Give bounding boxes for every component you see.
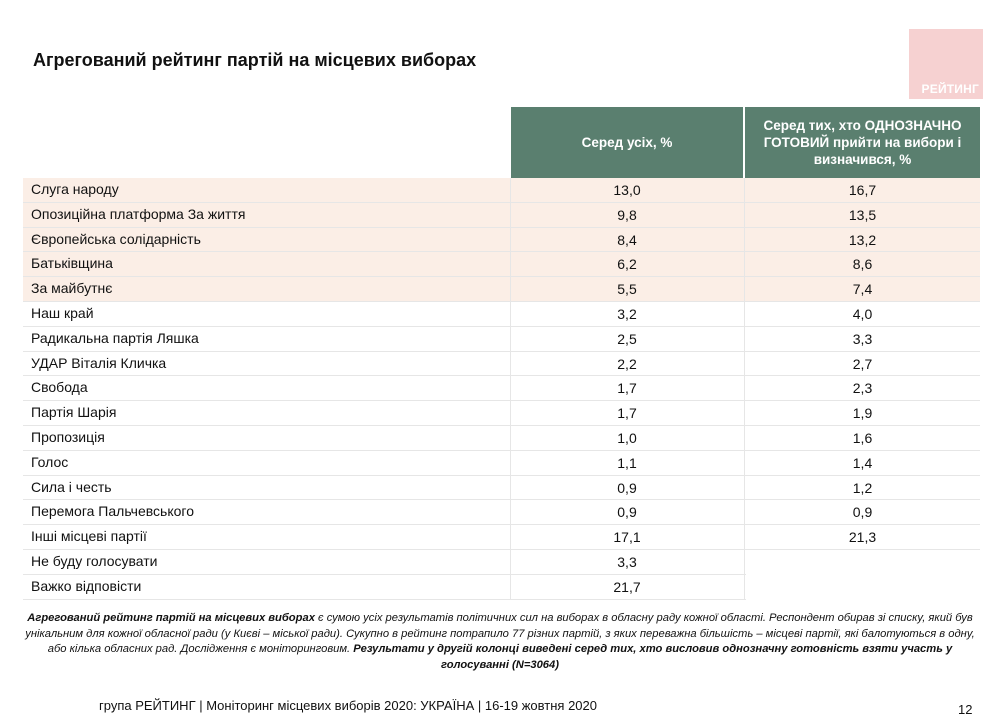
party-name: Голос — [31, 453, 69, 470]
value-decided: 3,3 — [852, 330, 873, 347]
page-title: Агрегований рейтинг партій на місцевих виборах — [33, 50, 477, 70]
header-col-decided: Серед тих, хто ОДНОЗНАЧНО ГОТОВИЙ прийти на вибори і визначився, % — [745, 107, 980, 178]
value-all: 1,1 — [617, 454, 637, 471]
value-decided: 8,6 — [852, 256, 873, 273]
table-row — [23, 352, 980, 377]
value-decided: 13,2 — [848, 231, 877, 248]
note-body: є сумою усіх результатів політичних сил на виборах в обласну раду кожної області. Респондент обирав зі списку, який був унікальним для кожної обласної ради (у Києві – міської ради). Сукупно в рейтинг потрапило 77 різних партій, з яких переважна більшість – місцеві партії, які балотуються в одну, або кілька обласних рад. Дослідження є моніторинговим. — [25, 612, 975, 655]
table-header — [23, 107, 980, 178]
value-all: 2,5 — [617, 330, 637, 347]
value-all: 1,7 — [617, 405, 637, 422]
party-name: Наш край — [31, 304, 94, 321]
party-name: Сила і честь — [31, 478, 112, 495]
party-name: УДАР Віталія Кличка — [31, 354, 167, 371]
table-row — [23, 426, 980, 451]
table-row — [23, 376, 980, 401]
table-row — [23, 277, 980, 302]
party-name: Свобода — [31, 379, 88, 396]
value-all: 1,7 — [617, 380, 637, 397]
value-decided: 21,3 — [848, 529, 877, 546]
rating-logo — [909, 29, 983, 99]
value-all: 5,5 — [617, 281, 637, 298]
value-decided: 2,7 — [852, 355, 873, 372]
table-row — [23, 476, 980, 501]
party-name: Інші місцеві партії — [31, 528, 147, 545]
table-row — [23, 550, 980, 575]
value-decided: 1,6 — [852, 429, 873, 446]
table-row — [23, 228, 980, 253]
table-row — [23, 178, 980, 203]
table-row — [23, 451, 980, 476]
header-col-all: Серед усіх, % — [511, 107, 743, 178]
party-name: Пропозиція — [31, 428, 105, 445]
value-all: 3,2 — [617, 305, 637, 322]
table-row — [23, 203, 980, 228]
value-all: 17,1 — [613, 529, 641, 546]
ratings-table — [23, 107, 980, 600]
party-name: Перемога Пальчевського — [31, 503, 194, 520]
table-row — [23, 401, 980, 426]
table-row — [23, 252, 980, 277]
page-number: 12 — [958, 702, 973, 717]
table-row — [23, 500, 980, 525]
party-name: Радикальна партія Ляшка — [31, 329, 199, 346]
value-all: 1,0 — [617, 429, 637, 446]
note-bold-tail: Результати у другій колонці виведені серед тих, хто висловив однозначну готовність взяти участь у голосуванні (N=3064) — [353, 643, 953, 671]
party-name: Слуга народу — [31, 181, 119, 197]
value-all: 9,8 — [617, 206, 637, 223]
value-decided: 7,4 — [852, 281, 873, 298]
value-decided: 2,3 — [852, 380, 873, 397]
table-row — [23, 302, 980, 327]
value-all: 13,0 — [613, 182, 641, 198]
party-name: Важко відповісти — [31, 577, 142, 594]
value-all: 21,7 — [613, 578, 641, 595]
methodology-note — [25, 611, 975, 673]
table-row — [23, 575, 980, 600]
party-name: Опозиційна платформа За життя — [31, 205, 246, 222]
value-decided: 1,2 — [852, 479, 873, 496]
value-decided: 0,9 — [852, 504, 873, 521]
party-name: За майбутнє — [31, 280, 113, 297]
value-decided: 4,0 — [852, 305, 873, 322]
note-bold-lead: Агрегований рейтинг партій на місцевих виборах — [27, 612, 315, 624]
value-decided: 16,7 — [848, 182, 877, 198]
value-decided: 13,5 — [848, 206, 877, 223]
value-decided: 1,9 — [852, 405, 873, 422]
value-all: 6,2 — [617, 256, 637, 273]
value-all: 3,3 — [617, 553, 637, 570]
party-name: Батьківщина — [31, 255, 113, 272]
party-name: Партія Шарія — [31, 404, 117, 421]
value-all: 0,9 — [617, 479, 637, 496]
table-body — [23, 178, 980, 600]
value-all: 8,4 — [617, 231, 637, 248]
party-name: Європейська солідарність — [31, 230, 201, 247]
table-row — [23, 525, 980, 550]
logo-text: РЕЙТИНГ — [921, 82, 979, 96]
footer-text: група РЕЙТИНГ | Моніторинг місцевих виборів 2020: УКРАЇНА | 16-19 жовтня 2020 — [99, 698, 597, 713]
value-decided: 1,4 — [852, 454, 873, 471]
party-name: Не буду голосувати — [31, 552, 158, 569]
value-all: 2,2 — [617, 355, 637, 372]
value-all: 0,9 — [617, 504, 637, 521]
table-row — [23, 327, 980, 352]
